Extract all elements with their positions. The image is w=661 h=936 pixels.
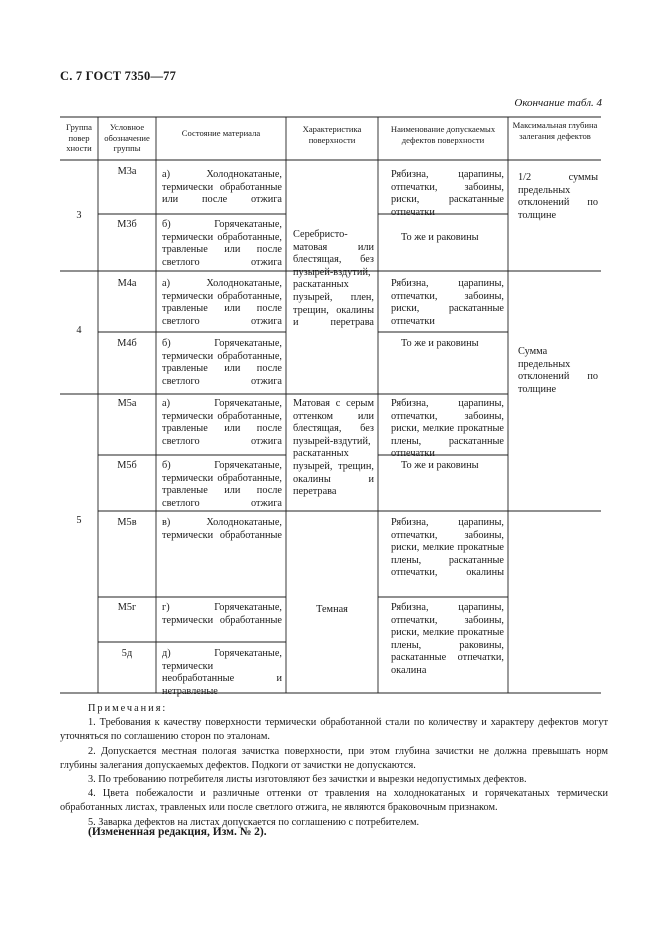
group-code: 5д [121,648,133,659]
surface-characteristic: Серебристо-матовая или блестящая, без пузырей-вздутий, раскатанных пузырей, плен, трещин, окалины и перетрава [293,229,374,329]
group-number: 3 [76,210,82,221]
page-header: С. 7 ГОСТ 7350—77 [60,69,177,83]
group-code: М5в [117,517,137,528]
note-text: 2. Допускается местная пологая зачистка поверхности, при этом глубина зачистки не должна превышать норм глубины залегания допускаемых дефектов. Подкоги от зачистки не допускаются. [60,745,608,771]
col-header-state: Состояние материала [181,128,261,138]
material-state: д) Горячекатаные, термически необработанные и нетравленые [162,648,282,697]
allowed-defects: Рябизна, царапины, отпечатки, забоины, риски, раскатанные отпечатки [391,169,504,218]
surface-characteristic: Темная [316,604,348,615]
material-state: в) Холоднокатаные, термически обработанные [162,517,282,541]
note-item [60,773,608,787]
group-number: 5 [76,515,82,526]
allowed-defects: Рябизна, царапины, отпечатки, забоины, риски, мелкие прокатные плены, раковины, раскатанные отпечатки, окалина [391,602,504,676]
material-state: б) Горячекатаные, термически обработанные, травленые или после светлого отжига [162,338,282,387]
note-text: 1. Требования к качеству поверхности термически обработанной стали по количеству и характеру дефектов могут уточняться по соглашению сторон по эталонам. [60,717,608,743]
note-text: 3. По требованию потребителя листы изготовляют без зачистки и вырезки недопустимых дефектов. [88,774,527,786]
group-code: М5а [117,398,137,409]
material-state: а) Горячекатаные, термически обработанные, травленые или после светлого отжига [162,398,282,447]
material-state: а) Холоднокатаные, термически обработанные, травленые или после светлого отжига [162,278,282,327]
notes-block [60,702,608,830]
group-number: 4 [76,325,82,336]
group-code: М5б [117,460,137,471]
table-caption: Окончание табл. 4 [514,97,602,109]
surface-characteristic: Матовая с серым оттенком или блестящая, без пузырей-вздутий, раскатанных пузырей, трещин, окалины и перетрава [293,398,374,498]
material-state: б) Горячекатаные, термически обработанные, травленые или после светлого отжига [162,219,282,268]
col-header-surface: Характеристика поверхности [302,124,362,145]
col-header-defects: Наименование допускаемых дефектов поверхности [390,124,496,145]
allowed-defects: Рябизна, царапины, отпечатки, забоины, риски, раскатанные отпечатки [391,278,504,327]
max-defect-depth: 1/2 суммы предельных отклонений по толщине [518,172,598,221]
group-code: М5г [117,602,137,613]
col-header-depth: Максимальная глубина залегания дефектов [512,120,598,141]
col-header-code: Условное обозначение группы [104,122,150,153]
note-item [60,745,608,773]
material-state: г) Горячекатаные, термически обработанные [162,602,282,626]
allowed-defects: То же и раковины [401,338,479,349]
note-text: 4. Цвета побежалости и различные оттенки от травления на холоднокатаных и горячекатаных термически обработанных листах, травленых или после светлого отжига, не являются браковочным признаком. [60,788,608,814]
allowed-defects: Рябизна, царапины, отпечатки, забоины, риски, мелкие прокатные плены, раскатанные отпечатки [391,398,504,460]
notes-title: Примечания: [88,703,168,714]
allowed-defects: То же и раковины [401,460,479,471]
allowed-defects: То же и раковины [401,232,479,243]
group-code: М3а [117,166,137,177]
allowed-defects: Рябизна, царапины, отпечатки, забоины, риски, мелкие прокатные плены, раскатанные отпечатки, окалины [391,517,504,579]
note-text: 5. Заварка дефектов на листах допускается по соглашению с потребителем. [88,816,420,828]
max-defect-depth: Сумма предельных отклонений по толщине [518,346,598,395]
amendment-note: (Измененная редакция, Изм. № 2). [88,826,267,838]
group-code: М4б [117,338,137,349]
note-item [60,716,608,744]
group-code: М3б [117,219,137,230]
group-code: М4а [117,278,137,289]
note-item [60,787,608,815]
col-header-group: Группа повер хности [66,122,92,153]
material-state: б) Горячекатаные, термически обработанные, травленые или после светлого отжига [162,460,282,509]
material-state: а) Холоднокатаные, термически обработанные или после отжига [162,169,282,206]
